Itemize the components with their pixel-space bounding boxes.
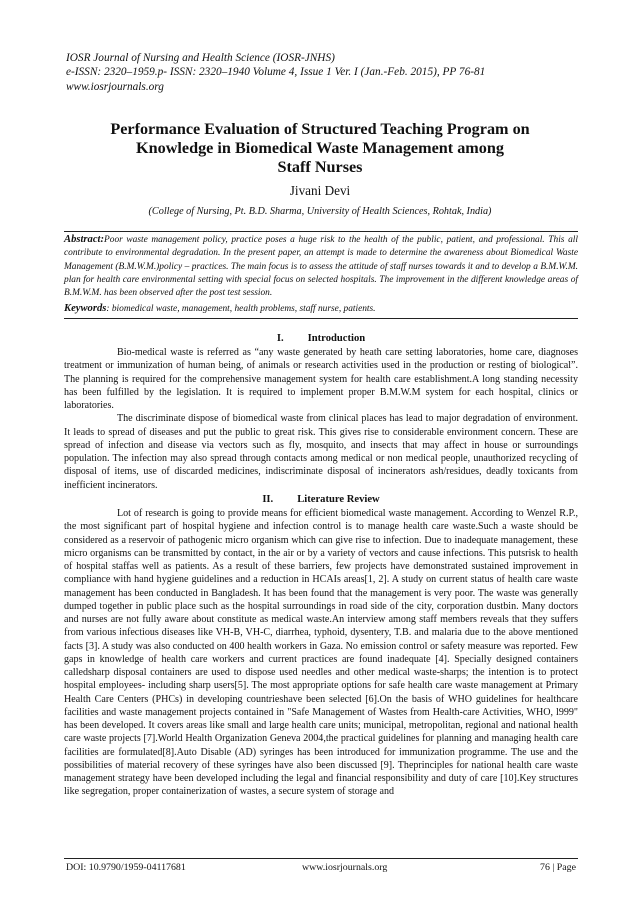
title-line: Performance Evaluation of Structured Teaching Program on	[110, 120, 530, 138]
section-title: Literature Review	[297, 494, 380, 505]
abstract-text: Poor waste management policy, practice poses a huge risk to the health of the public, patient, and professional. This all contribute to environmental degradation. In the present paper, an attempt is made to determine the awareness about Biomedical Waste Management (B.M.W.M.)policy – practices. The main focus is to assess the attitude of staff nurses towards it and to develop a B.M.W.M. plan for health care environmental setting with special focus on selected hospitals. The improvement in the different knowledge areas of B.M.W.M. has been observed after the post test session.	[64, 235, 578, 298]
footer-website: www.iosrjournals.org	[302, 862, 388, 873]
journal-issn: e-ISSN: 2320–1959.p- ISSN: 2320–1940 Volume 4, Issue 1 Ver. I (Jan.-Feb. 2015), PP 76-81	[66, 66, 486, 79]
footer-doi: DOI: 10.9790/1959-04117681	[66, 862, 186, 873]
title-line: Staff Nurses	[277, 158, 363, 176]
paper-title	[66, 120, 574, 177]
keywords-text: : biomedical waste, management, health problems, staff nurse, patients.	[106, 304, 376, 314]
journal-name: IOSR Journal of Nursing and Health Science (IOSR-JNHS)	[66, 52, 335, 64]
paragraph: Lot of research is going to provide means for efficient biomedical waste management. According to Wenzel R.P., the most significant part of hospital hygiene and infection control is to manage health care waste.Such a waste should be considered as a reservoir of pathogenic micro organism which can give rise to infection. Due to inadequate management, these micro organisms can be transmitted by contact, in the air or by a variety of vectors and cause infections. This putsrisk to health of hospital staffas well as patients. As a result of these barriers, few projects have demonstrated sustained improvement in compliance with hand hygiene guidelines and a reduction in HCAIs areas[1, 2]. A study on current status of health care waste management has been conducted in Bangladesh. It has been found that the management is very poor. The waste was generally dumped together in public place such as the hospital surroundings in road side of the city, corporation dustbin. Many doctors and nurses are not fully aware about constitute as medical waste.An interview among staff members reveals that they suffers from various infectious diseases like VH-B, VH-C, diarrhea, typhoid, dysentery, T.B. and malaria due to the above mentioned facts [3]. A study was also conducted on 400 health workers in Gaza. No emission control or safety measure was reported. Few gaps in knowledge of health care workers and current practices are found inadequate [4]. Specially designed containers calledsharp disposal containers are used to dispose used needles and other medical waste-sharps; the intention is to protect hospital employees- including sharp users[5]. The most appropriate options for safe health care waste management at Primary Health Care Centers (PHCs) in developing countrieshave been selected [6].On the basis of WHO guidelines for healthcare facilities and waste management projects contained in "Safe Management of Wastes from Health-care Activities, WHO, l999" has been developed. It covers areas like small and large health care units; municipal, metropolitan, regional and national health care waste projects [7].World Health Organization Geneva 2004,the practical guidelines for planning and managing health care facilities are formulated[8].Auto Disable (AD) syringes has been introduced for immunization programme. The use and the possibilities of material recovery of these syringes have also been discussed [9]. Theprinciples for national health care waste management strategy have been developed including the legal and financial responsibility and duty of care [10].Key structures like segregation, proper containerization of wastes, a secure system of storage and	[64, 508, 578, 798]
literature-review-body	[64, 507, 578, 799]
abstract-bottom-rule	[64, 318, 578, 319]
title-line: Knowledge in Biomedical Waste Management among	[136, 139, 504, 157]
section-title: Introduction	[307, 333, 366, 344]
keywords	[64, 302, 578, 316]
paragraph: The discriminate dispose of biomedical waste from clinical places has lead to major degradation of environment. It leads to spread of diseases and put the public to great risk. This gives rise to considerable environment concern. These are spread of infection and disease via vectors such as fly, mosquito, and insects that may affect in house or surroundings population. The infection may also spread through contacts among medical or non medical people, unauthorized recycling of disposal of items, use of discarded medicines, indiscriminate disposal of incinerators ash/residues, deadly toxicants from inefficient incinerators.	[64, 413, 578, 491]
section-heading-literature-review	[64, 494, 578, 505]
section-number: I.	[276, 333, 284, 344]
section-heading-introduction	[64, 333, 578, 344]
section-number: II.	[262, 494, 274, 505]
author-name: Jivani Devi	[289, 183, 351, 198]
author-affiliation: (College of Nursing, Pt. B.D. Sharma, University of Health Sciences, Rohtak, India)	[148, 206, 492, 217]
journal-website: www.iosrjournals.org	[66, 80, 164, 93]
footer-rule	[64, 858, 578, 859]
abstract	[64, 233, 578, 300]
journal-header	[66, 51, 576, 94]
introduction-body	[64, 346, 578, 492]
footer-page-number: 76 | Page	[540, 862, 576, 873]
abstract-label: Abstract:	[64, 234, 105, 245]
paragraph: Bio-medical waste is referred as “any waste generated by heath care setting laboratories, home care, diagnoses treatment or immunization of human being, of animals or research activities used in the production or resting of biological”. The planning is required for the comprehensive management system for health care establishment.A long standing necessity has been fulfilled by the legislation. It is required to implement proper B.M.W.M system for each hospital, clinics or laboratories.	[64, 347, 578, 411]
keywords-label: Keywords	[64, 303, 107, 314]
abstract-top-rule	[64, 231, 578, 232]
